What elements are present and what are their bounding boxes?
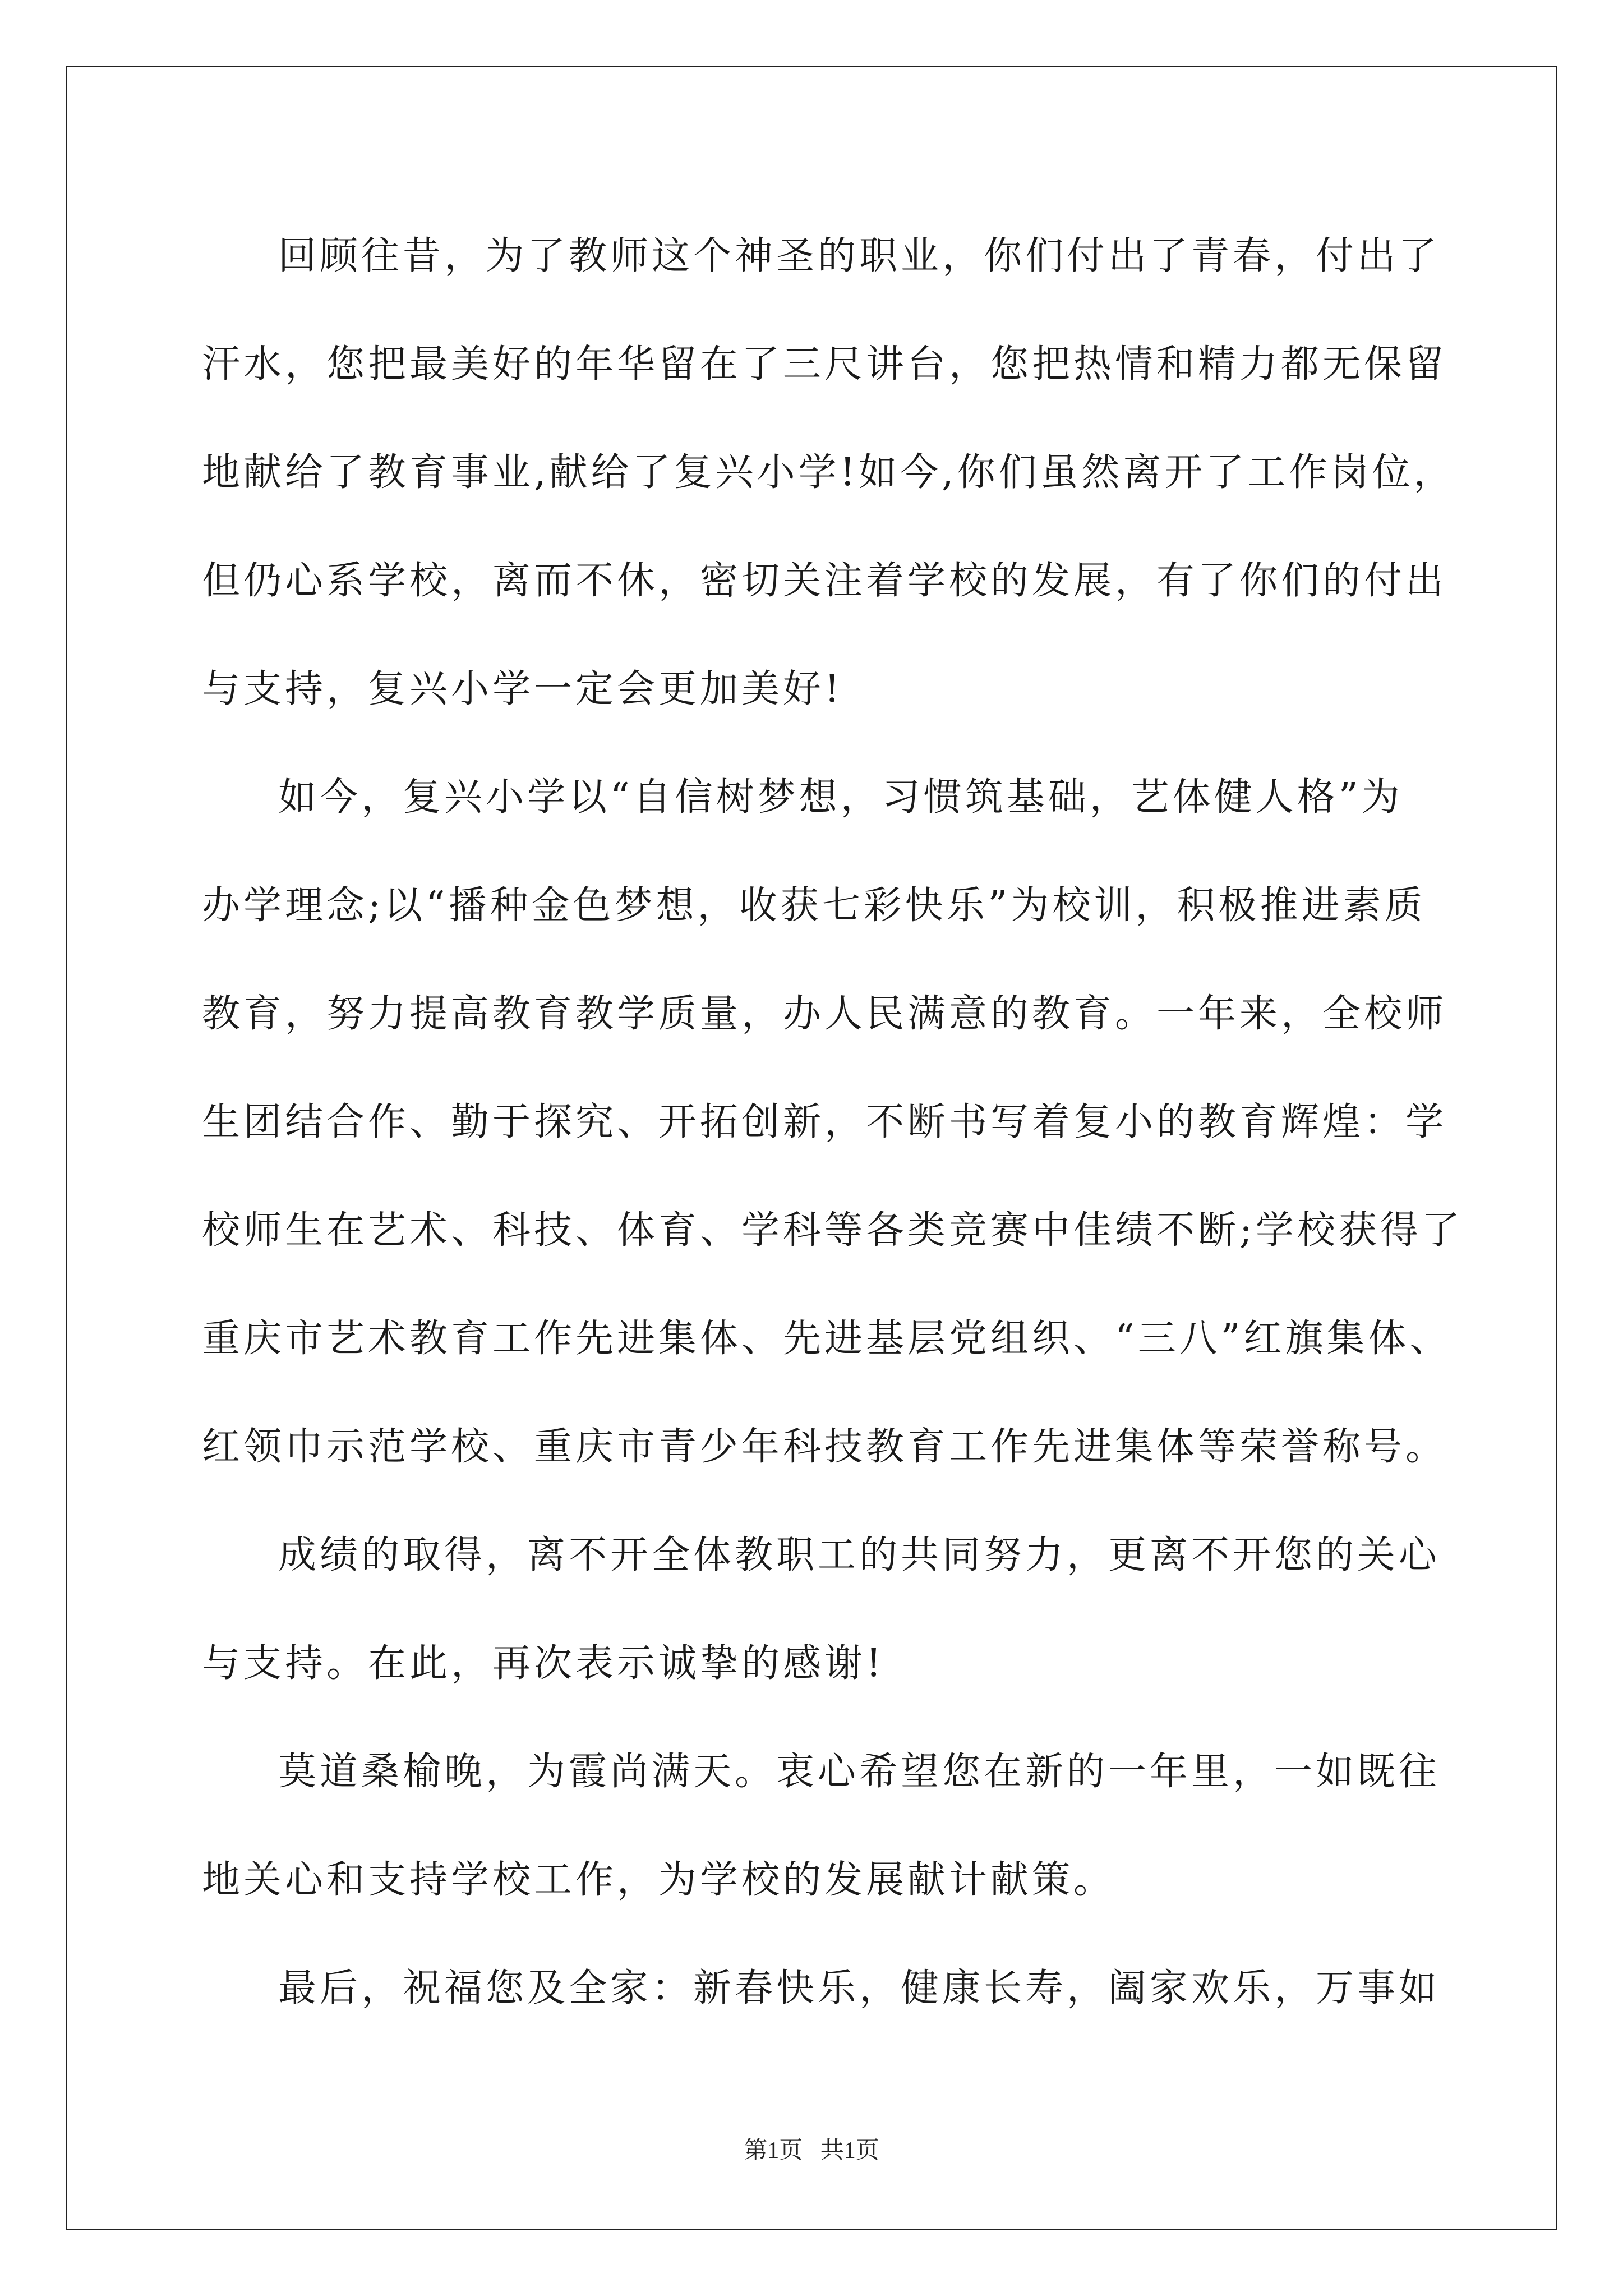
text-line: 与支持，复兴小学一定会更加美好! xyxy=(202,667,843,711)
text-line: 地关心和支持学校工作，为学校的发展献计献策。 xyxy=(202,1858,1115,1902)
text-line: 地献给了教育事业,献给了复兴小学!如今,你们虽然离开了工作岗位， xyxy=(202,450,1455,495)
text-line: 但仍心系学校，离而不休，密切关注着学校的发展，有了你们的付出 xyxy=(202,559,1447,603)
text-line: 教育，努力提高教育教学质量，办人民满意的教育。一年来，全校师 xyxy=(202,992,1447,1036)
document-body xyxy=(202,202,1492,2042)
text-line: 莫道桑榆晚，为霞尚满天。衷心希望您在新的一年里，一如既往 xyxy=(278,1750,1441,1794)
text-line: 与支持。在此，再次表示诚挚的感谢! xyxy=(202,1641,885,1686)
text-line: 红领巾示范学校、重庆市青少年科技教育工作先进集体等荣誉称号。 xyxy=(202,1425,1447,1469)
text-line: 生团结合作、勤于探究、开拓创新，不断书写着复小的教育辉煌：学 xyxy=(202,1100,1447,1144)
text-line: 回顾往昔，为了教师这个神圣的职业，你们付出了青春，付出了 xyxy=(278,234,1441,278)
text-line: 重庆市艺术教育工作先进集体、先进基层党组织、“三八”红旗集体、 xyxy=(202,1317,1451,1361)
text-line: 办学理念;以“播种金色梦想，收获七彩快乐”为校训，积极推进素质 xyxy=(202,884,1426,928)
page-number-footer: 第1页 共1页 xyxy=(744,2138,879,2164)
text-line: 汗水，您把最美好的年华留在了三尺讲台，您把热情和精力都无保留 xyxy=(202,342,1447,386)
text-line: 最后，祝福您及全家：新春快乐，健康长寿，阖家欢乐，万事如 xyxy=(278,1966,1441,2010)
text-line: 校师生在艺术、科技、体育、学科等各类竞赛中佳绩不断;学校获得了 xyxy=(202,1208,1463,1253)
text-line: 如今，复兴小学以“自信树梦想，习惯筑基础，艺体健人格”为 xyxy=(278,775,1403,820)
text-line: 成绩的取得，离不开全体教职工的共同努力，更离不开您的关心 xyxy=(278,1533,1441,1577)
